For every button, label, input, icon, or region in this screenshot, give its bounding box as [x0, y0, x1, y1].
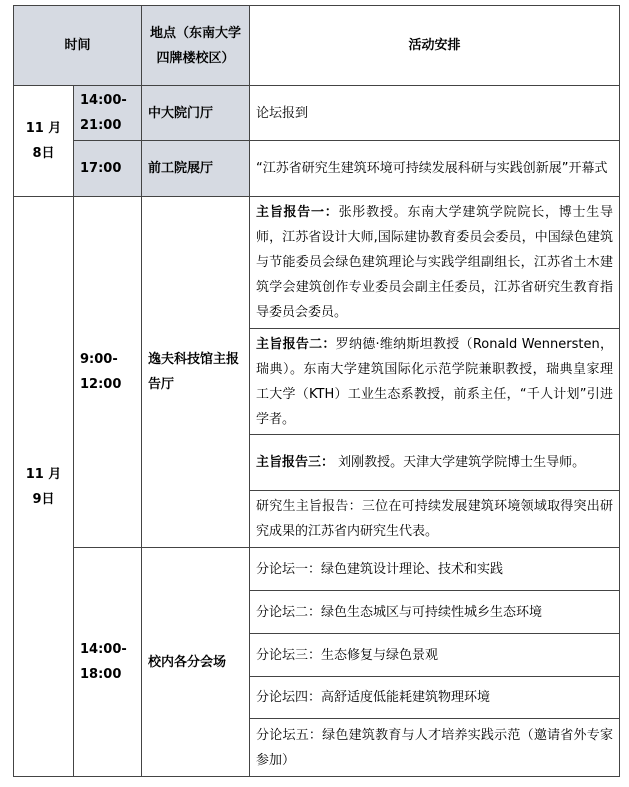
keynote-label: 主旨报告三：: [256, 455, 335, 470]
time-cell: 17:00: [74, 141, 142, 197]
forum-cell: 分论坛五：绿色建筑教育与人才培养实践示范（邀请省外专家参加）: [250, 719, 620, 777]
activity-cell: “江苏省研究生建筑环境可持续发展科研与实践创新展”开幕式: [250, 141, 620, 197]
keynote-text: 张彤教授。东南大学建筑学院院长，博士生导师，江苏省设计大师,国际建协教育委员会委员，中国绿色建筑与节能委员会绿色建筑理论与实践学组副组长，江苏省土木建筑学会建筑创作专业委员会副主任委员，江苏省研究生教育指导委员会委员。: [256, 205, 614, 320]
keynote-cell: [250, 329, 620, 435]
keynote-text: 刘刚教授。天津大学建筑学院博士生导师。: [334, 455, 586, 470]
keynote-label: 主旨报告二：: [256, 336, 336, 352]
forum-cell: 分论坛一：绿色建筑设计理论、技术和实践: [250, 548, 620, 591]
activity-cell: 论坛报到: [250, 86, 620, 141]
keynote-text: 研究生主旨报告：三位在可持续发展建筑环境领域取得突出研究成果的江苏省内研究生代表。: [256, 499, 614, 539]
place-cell: 前工院展厅: [142, 141, 250, 197]
forum-cell: 分论坛二：绿色生态城区与可持续性城乡生态环境: [250, 591, 620, 634]
table-row: [14, 86, 620, 141]
keynote-cell: [250, 197, 620, 329]
keynote-label: 主旨报告一：: [256, 205, 339, 220]
date-cell-nov9: 11 月 9日: [14, 197, 74, 777]
forum-cell: 分论坛三：生态修复与绿色景观: [250, 634, 620, 677]
time-cell: 14:00-21:00: [74, 86, 142, 141]
date-cell-nov8: 11 月 8日: [14, 86, 74, 197]
time-cell: 9:00-12:00: [74, 197, 142, 548]
table-row: [14, 548, 620, 591]
table-row: [14, 141, 620, 197]
place-cell: 逸夫科技馆主报告厅: [142, 197, 250, 548]
table-row: [14, 197, 620, 329]
keynote-cell: [250, 435, 620, 491]
header-place: 地点（东南大学四牌楼校区）: [142, 6, 250, 86]
keynote-cell: [250, 491, 620, 548]
schedule-table: [13, 5, 620, 777]
keynote-text: 罗纳德·维纳斯坦教授（Ronald Wennersten，瑞典）。东南大学建筑国际化示范学院兼职教授，瑞典皇家理工大学（KTH）工业生态系教授，前系主任，“千人计划”引进学者。: [256, 336, 614, 427]
header-row: [14, 6, 620, 86]
time-cell: 14:00-18:00: [74, 548, 142, 777]
place-cell: 中大院门厅: [142, 86, 250, 141]
header-activity: 活动安排: [250, 6, 620, 86]
header-time: 时间: [14, 6, 142, 86]
place-cell: 校内各分会场: [142, 548, 250, 777]
forum-cell: 分论坛四：高舒适度低能耗建筑物理环境: [250, 677, 620, 719]
